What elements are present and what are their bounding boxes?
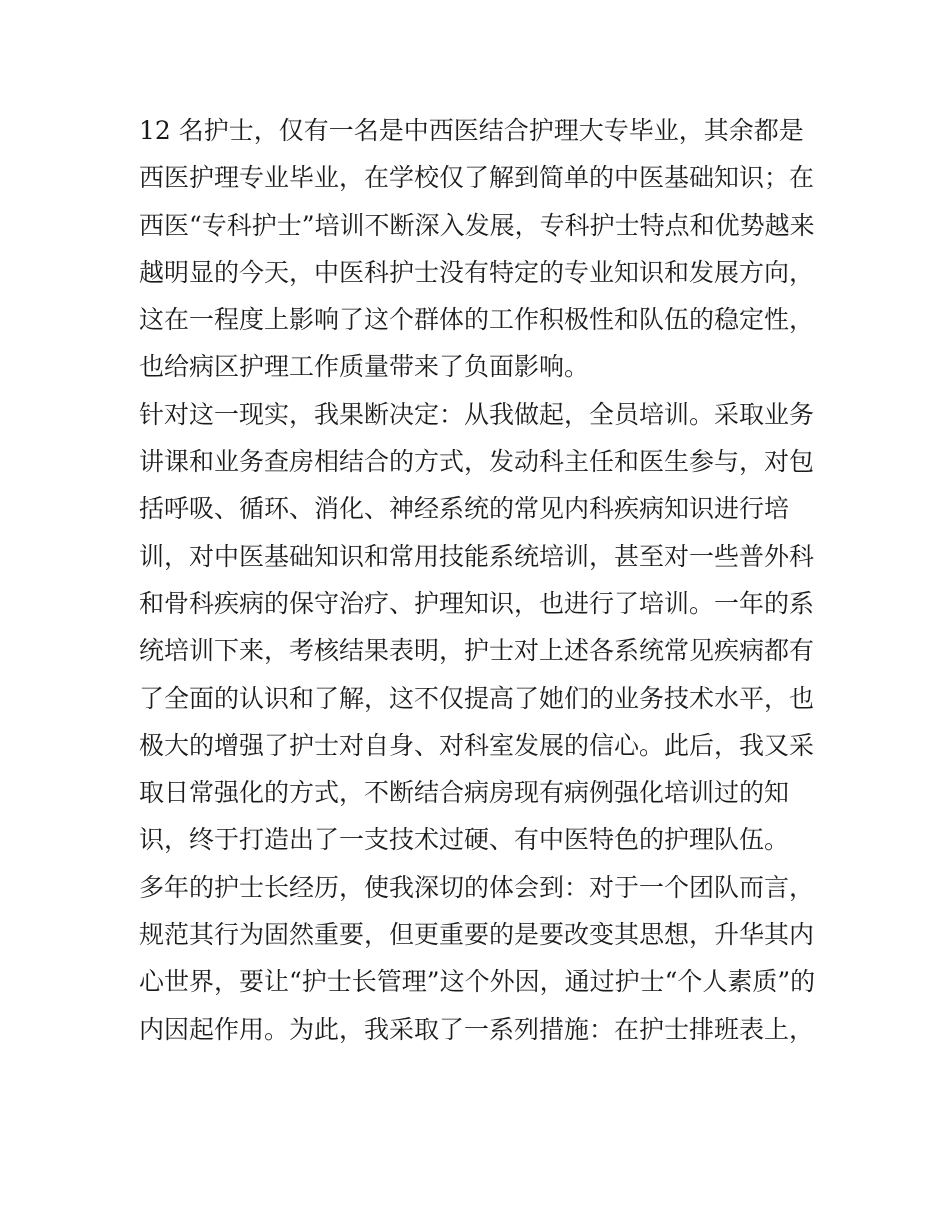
text-line: 识，终于打造出了一支技术过硬、有中医特色的护理队伍。 (139, 825, 790, 855)
text-line: 越明显的今天，中医科护士没有特定的专业知识和发展方向， (139, 257, 815, 287)
text-line: 针对这一现实，我果断决定：从我做起，全员培训。采取业务 (139, 399, 815, 429)
text-line: 和骨科疾病的保守治疗、护理知识，也进行了培训。一年的系 (139, 588, 815, 618)
text-line: 西医“专科护士”培训不断深入发展，专科护士特点和优势越来 (139, 210, 815, 240)
text-line: 心世界，要让“护士长管理”这个外因，通过护士“个人素质”的 (139, 967, 816, 997)
body-text (139, 107, 819, 1053)
text-line: 统培训下来，考核结果表明，护士对上述各系统常见疾病都有 (139, 636, 815, 666)
text-line: 西医护理专业毕业，在学校仅了解到简单的中医基础知识；在 (139, 163, 815, 193)
text-line: 括呼吸、循环、消化、神经系统的常见内科疾病知识进行培 (139, 494, 790, 524)
text-line: 取日常强化的方式，不断结合病房现有病例强化培训过的知 (139, 778, 790, 808)
text-line: 12 名护士，仅有一名是中西医结合护理大专毕业，其余都是 (139, 116, 804, 145)
text-line: 训，对中医基础知识和常用技能系统培训，甚至对一些普外科 (139, 541, 815, 571)
text-line: 这在一程度上影响了这个群体的工作积极性和队伍的稳定性， (139, 305, 815, 335)
text-line: 规范其行为固然重要，但更重要的是要改变其思想，升华其内 (139, 920, 815, 950)
text-line: 内因起作用。为此，我采取了一系列措施：在护士排班表上， (139, 1014, 815, 1044)
text-line: 了全面的认识和了解，这不仅提高了她们的业务技术水平，也 (139, 683, 815, 713)
text-line: 极大的增强了护士对自身、对科室发展的信心。此后，我又采 (139, 730, 815, 760)
text-line: 多年的护士长经历，使我深切的体会到：对于一个团队而言， (139, 872, 815, 902)
text-line: 讲课和业务查房相结合的方式，发动科主任和医生参与，对包 (139, 447, 815, 477)
text-line: 也给病区护理工作质量带来了负面影响。 (139, 352, 590, 382)
